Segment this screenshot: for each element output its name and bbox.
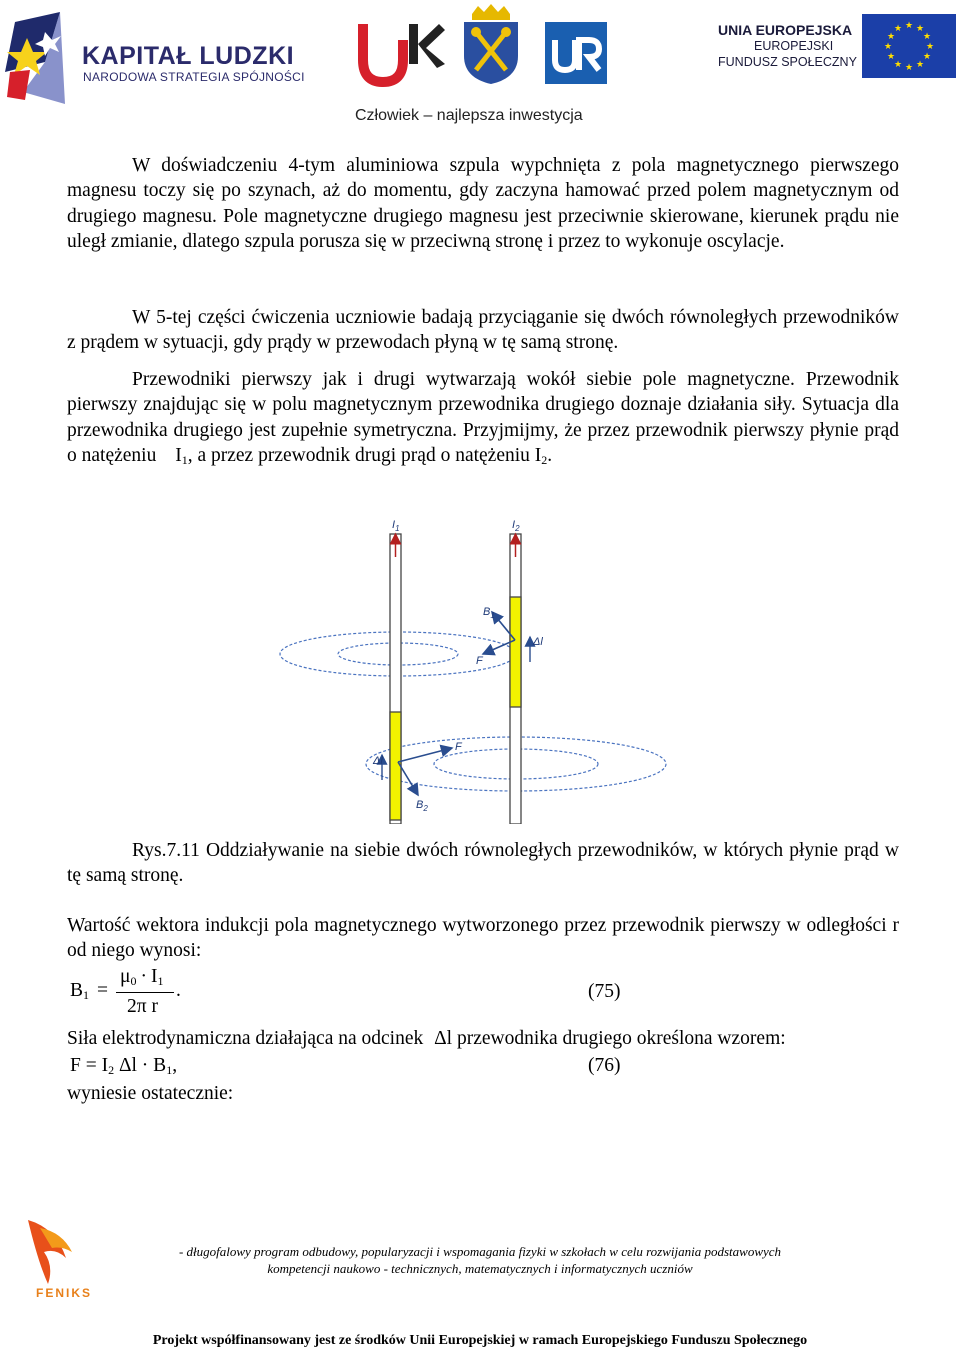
paragraph-2 [67, 305, 899, 356]
equation-76 [70, 1055, 670, 1081]
svg-text:★: ★ [915, 60, 925, 70]
svg-text:★: ★ [915, 24, 925, 34]
paragraph-3-mid: , a przez przewodnik drugi prąd o natężeniu I [187, 444, 542, 466]
header [0, 0, 960, 135]
eu-label-line2: EUROPEJSKI [754, 39, 834, 53]
paragraph-5: Siła elektrodynamiczna działająca na odcinek Δl przewodnika drugiego określona wzorem: [67, 1028, 786, 1049]
svg-text:★: ★ [922, 52, 932, 62]
conductor-2-segment [510, 597, 521, 707]
conductor-1-segment [390, 712, 401, 820]
ur-logo [545, 22, 607, 84]
svg-text:★: ★ [904, 21, 914, 31]
figure-caption: Rys.7.11 Oddziaływanie na siebie dwóch równoległych przewodników, w których płynie prąd w tę samą stronę. [67, 840, 899, 887]
footer-bottom: Projekt współfinansowany jest ze środków Unii Europejskiej w ramach Europejskiego Funduszu Społecznego [152, 1333, 808, 1348]
label-b1: $B_1$ [483, 606, 495, 620]
vector-f-bottom [398, 748, 452, 762]
feniks-logo-text: FENIKS [36, 1286, 93, 1300]
kapital-ludzki-subtitle: NARODOWA STRATEGIA SPÓJNOŚCI [83, 70, 305, 84]
eu-label-line1: UNIA EUROPEJSKA [718, 22, 853, 38]
paragraph-2-text: W 5-tej części ćwiczenia uczniowie badają przyciąganie się dwóch równoległych przewodników z prądem w sytuacji, gdy prądy w przewodach płyną w tę samą stronę. [67, 307, 899, 354]
label-b2: $B_2$ [416, 799, 428, 813]
paragraph-6: wyniesie ostatecznie: [67, 1083, 234, 1104]
eu-label-line3: FUNDUSZ SPOŁECZNY [718, 55, 857, 69]
equation-75 [70, 966, 670, 1022]
eu-flag-logo [862, 14, 956, 78]
paragraph-4: Wartość wektora indukcji pola magnetycznego wytworzonego przez przewodnik pierwszy w odległości r od niego wynosi: [67, 915, 899, 962]
paragraph-1 [67, 153, 899, 254]
paragraph-1-text: W doświadczeniu 4-tym aluminiowa szpula wypchnięta z pola magnetycznego pierwszego magnesu toczy się po szynach, aż do momentu, gdy zaczyna hamować przed polem magnetycznym od drugiego magnesu. Pole magnetyczne drugiego magnesu jest przeciwnie skierowane, kierunek prądu nie uległ zmianie, dlatego szpula porusza się w przeciwną stronę i przez to wykonuje oscylacje. [67, 155, 899, 252]
label-dl-left: Δl [373, 755, 383, 767]
eq76-body: $F = I_2$ $\Delta l \cdot B_1$, [70, 1055, 178, 1077]
conductors-figure [270, 512, 690, 824]
uj-logo [357, 18, 447, 88]
footer-line-1: - długofalowy program odbudowy, popularyzacji i wspomagania fizyki w szkołach w celu rozwijania podstawowych [178, 1244, 782, 1259]
paragraph-3: Przewodniki pierwszy jak i drugi wytwarzają wokół siebie pole magnetyczne. Przewodnik pierwszy znajdując się w polu magnetycznym przewodnika drugiego doznaje działania siły. Sytuacja dla przewodnika drugiego jest zupełnie symetryczna. Przyjmijmy, że przez przewodnik pierwszy płynie prąd o natężeniu $I_1$, a przez przewodnik drugi prąd o natężeniu $I_2$. [67, 369, 899, 467]
current-i2-sub: 2 [541, 452, 548, 467]
eq75-period: . [176, 980, 181, 1001]
label-i2: $I_2$ [512, 519, 520, 533]
eq75-fraction-bar [116, 992, 174, 993]
eq75-number: (75) [588, 981, 621, 1002]
current-i1: $I_1$ [175, 444, 188, 467]
svg-text:★: ★ [922, 32, 932, 42]
svg-text:★: ★ [886, 32, 896, 42]
footer-line-2: kompetencji naukowo - technicznych, matematycznych i informatycznych uczniów [267, 1261, 693, 1276]
eq75-denominator: 2π r [127, 996, 158, 1017]
label-f-top: F [476, 655, 483, 667]
svg-text:★: ★ [925, 42, 935, 52]
kapital-ludzki-title: KAPITAŁ LUDZKI [82, 42, 295, 70]
label-f-bottom: F [455, 741, 462, 753]
label-dl-right: Δl [533, 636, 543, 648]
university-crest-logo [460, 4, 522, 84]
paragraph-3-text: Przewodniki pierwszy jak i drugi wytwarzają wokół siebie pole magnetyczne. Przewodnik pierwszy znajdując się w polu magnetycznym przewodnika drugiego doznaje działania siły. Sytuacja dla przewodnika drugiego jest zupełnie symetryczna. Przyjmijmy, że przez przewodnik pierwszy płynie prąd o natężeniu [67, 369, 899, 466]
eq75-numerator: $\mu_0 \cdot I_1$ [120, 966, 164, 988]
label-i1: $I_1$ [392, 519, 400, 533]
svg-text:★: ★ [883, 42, 893, 52]
svg-text:★: ★ [893, 24, 903, 34]
svg-text:★: ★ [904, 63, 914, 73]
eq75-equals: = [97, 980, 108, 1001]
eq76-number: (76) [588, 1055, 621, 1076]
delta-l: Δl [434, 1028, 453, 1049]
svg-text:★: ★ [893, 60, 903, 70]
kapital-ludzki-logo [5, 12, 83, 104]
slogan: Człowiek – najlepsza inwestycja [355, 107, 583, 124]
eq75-lhs: $B_1$ [70, 980, 90, 1002]
svg-text:★: ★ [886, 52, 896, 62]
